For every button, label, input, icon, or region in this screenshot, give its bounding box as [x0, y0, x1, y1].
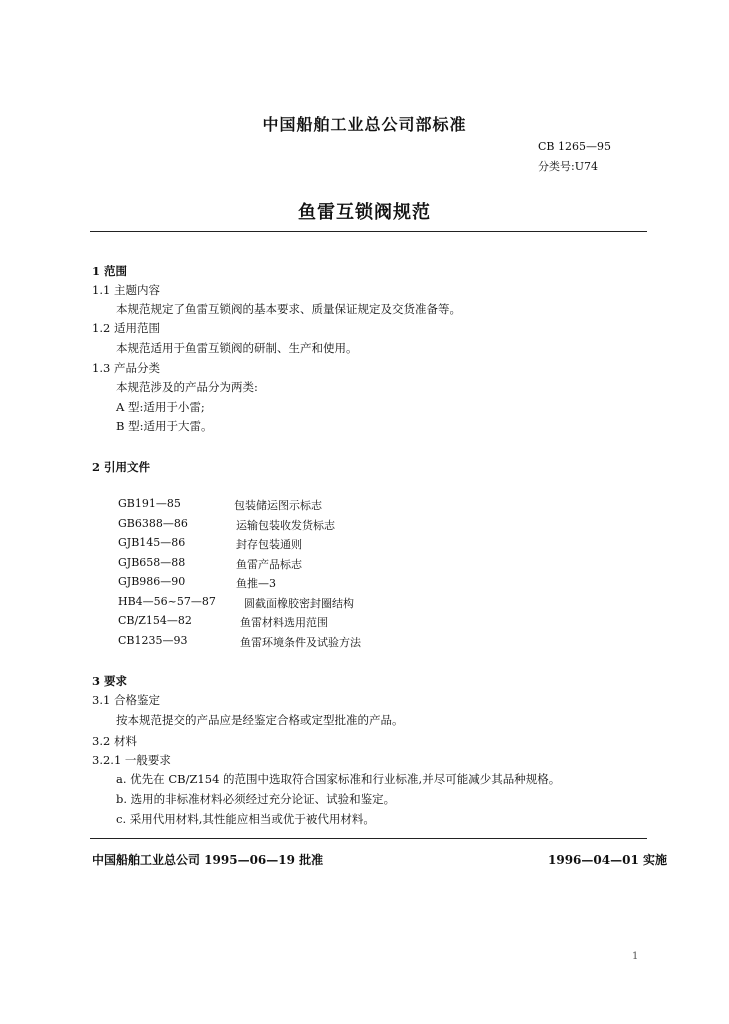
reference-name: 鱼雷材料选用范围	[240, 616, 328, 629]
section-1-1-text: 本规范规定了鱼雷互锁阀的基本要求、质量保证规定及交货准备等。	[116, 302, 461, 316]
reference-name: 圆截面橡胶密封圈结构	[244, 597, 354, 610]
classification-number: 分类号:U74	[538, 160, 598, 173]
product-type-b: B 型:适用于大雷。	[116, 419, 213, 433]
requirement-item-b: b. 选用的非标准材料必须经过充分论证、试验和鉴定。	[116, 792, 396, 806]
section-1-1-heading: 1.1 主题内容	[92, 283, 160, 297]
section-1-3-heading: 1.3 产品分类	[92, 361, 160, 375]
document-title: 鱼雷互锁阀规范	[298, 202, 431, 223]
approval-date: 中国船舶工业总公司 1995—06—19 批准	[92, 853, 324, 867]
reference-code: HB4—56~57—87	[118, 595, 216, 608]
page-number: 1	[632, 951, 639, 962]
reference-name: 运输包装收发货标志	[236, 519, 335, 532]
section-3-2-1-heading: 3.2.1 一般要求	[92, 753, 171, 767]
reference-name: 包装储运图示标志	[234, 499, 322, 512]
standard-code: CB 1265—95	[538, 140, 611, 153]
section-3-2-heading: 3.2 材料	[92, 734, 137, 748]
organization-title: 中国船舶工业总公司部标准	[262, 115, 467, 134]
effective-date: 1996—04—01 实施	[548, 853, 667, 867]
reference-code: GB6388—86	[118, 517, 188, 530]
reference-name: 鱼雷产品标志	[236, 558, 302, 571]
reference-code: GB191—85	[118, 497, 181, 510]
section-3-1-text: 按本规范提交的产品应是经鉴定合格或定型批准的产品。	[116, 713, 404, 727]
requirement-item-c: c. 采用代用材料,其性能应相当或优于被代用材料。	[116, 812, 375, 826]
reference-name: 封存包装通则	[236, 538, 302, 551]
reference-code: GJB986—90	[118, 575, 186, 588]
section-2-heading: 2 引用文件	[92, 460, 151, 474]
footer-divider	[90, 838, 647, 839]
reference-code: CB1235—93	[118, 634, 188, 647]
section-3-heading: 3 要求	[92, 674, 128, 688]
reference-name: 鱼推—3	[236, 577, 276, 590]
reference-code: CB/Z154—82	[118, 614, 192, 627]
section-3-1-heading: 3.1 合格鉴定	[92, 693, 160, 707]
section-1-heading: 1 范围	[92, 264, 128, 278]
reference-code: GJB658—88	[118, 556, 186, 569]
header-divider	[90, 231, 647, 232]
section-1-2-heading: 1.2 适用范围	[92, 321, 160, 335]
reference-name: 鱼雷环境条件及试验方法	[240, 636, 361, 649]
reference-code: GJB145—86	[118, 536, 186, 549]
section-1-3-text: 本规范涉及的产品分为两类:	[116, 380, 258, 394]
section-1-2-text: 本规范适用于鱼雷互锁阀的研制、生产和使用。	[116, 341, 358, 355]
requirement-item-a: a. 优先在 CB/Z154 的范围中选取符合国家标准和行业标准,并尽可能减少其品种规格。	[116, 772, 561, 786]
product-type-a: A 型:适用于小雷;	[116, 400, 205, 414]
